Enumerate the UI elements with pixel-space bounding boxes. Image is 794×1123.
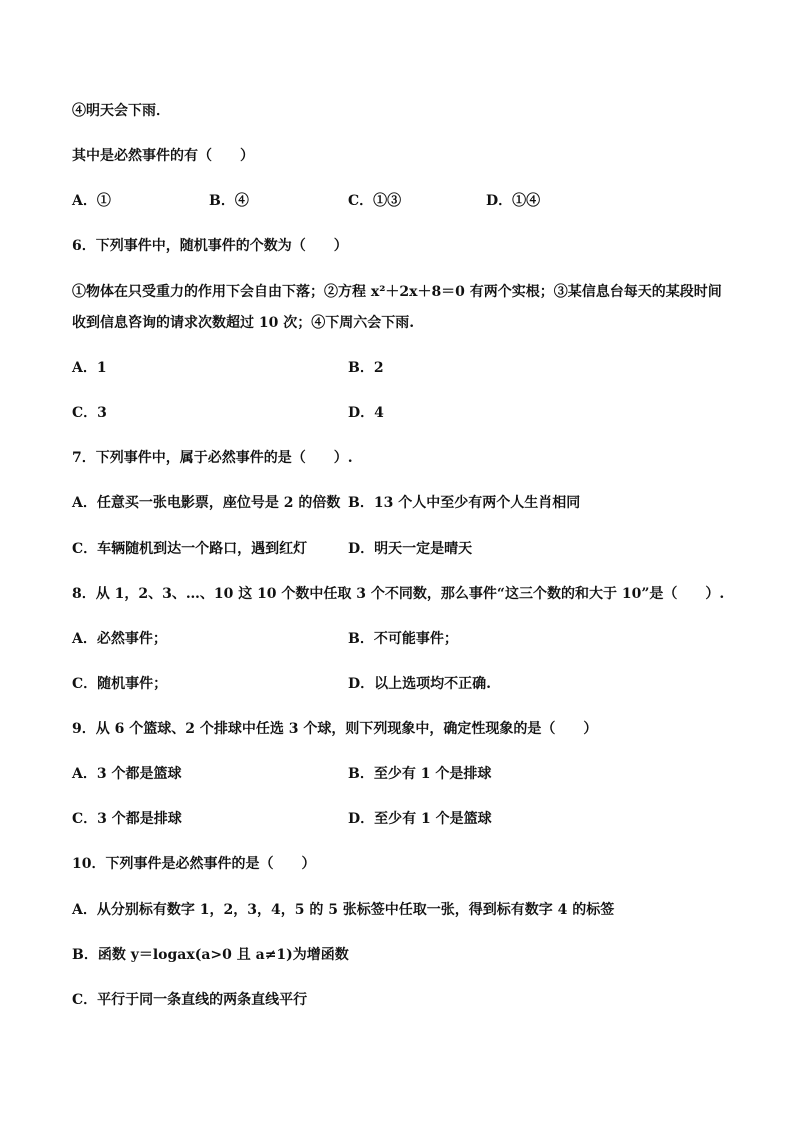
option-d: D．①④ (486, 193, 541, 209)
option-a: A．从分别标有数字 1，2，3，4，5 的 5 张标签中任取一张，得到标有数字 4 的标签 (72, 902, 615, 918)
option-b: B．2 (348, 360, 384, 376)
question-stem: 8．从 1，2、3、…、10 这 10 个数中任取 3 个不同数，那么事件“这三个数的和大于 10”是（ ）. (72, 586, 725, 602)
option-b: B．至少有 1 个是排球 (348, 766, 492, 782)
option-d: D．至少有 1 个是篮球 (348, 811, 492, 827)
question-body: 收到信息咨询的请求次数超过 10 次；④下周六会下雨. (72, 315, 415, 331)
text-line: ④明天会下雨． (72, 103, 170, 119)
option-b: B．函数 y＝logax(a>0 且 a≠1)为增函数 (72, 947, 349, 963)
option-c: C．车辆随机到达一个路口，遇到红灯 (72, 541, 308, 557)
option-a: A．① (72, 193, 111, 209)
option-c: C．随机事件； (72, 676, 168, 692)
question-stem: 6．下列事件中，随机事件的个数为（ ） (72, 238, 348, 254)
option-d: D．以上选项均不正确. (348, 676, 492, 692)
option-c: C．①③ (348, 193, 402, 209)
option-b: B．13 个人中至少有两个人生肖相同 (348, 495, 581, 511)
option-a: A．3 个都是篮球 (72, 766, 182, 782)
question-stem: 10．下列事件是必然事件的是（ ） (72, 856, 316, 872)
option-a: A．必然事件； (72, 631, 167, 647)
option-c: C．平行于同一条直线的两条直线平行 (72, 992, 308, 1008)
option-b: B．④ (209, 193, 249, 209)
option-d: D．明天一定是晴天 (348, 541, 473, 557)
question-stem: 7．下列事件中，属于必然事件的是（ ）. (72, 450, 353, 466)
question-body: ①物体在只受重力的作用下会自由下落；②方程 x²＋2x＋8＝0 有两个实根；③某信息台每天的某段时间 (72, 284, 722, 300)
option-c: C．3 (72, 405, 107, 421)
option-a: A．任意买一张电影票，座位号是 2 的倍数 (72, 495, 341, 511)
option-d: D．4 (348, 405, 384, 421)
option-c: C．3 个都是排球 (72, 811, 182, 827)
question-stem: 9．从 6 个篮球、2 个排球中任选 3 个球，则下列现象中，确定性现象的是（ ） (72, 721, 598, 737)
option-b: B．不可能事件； (348, 631, 458, 647)
question-stem: 其中是必然事件的有（ ） (72, 148, 254, 164)
option-a: A．1 (72, 360, 107, 376)
